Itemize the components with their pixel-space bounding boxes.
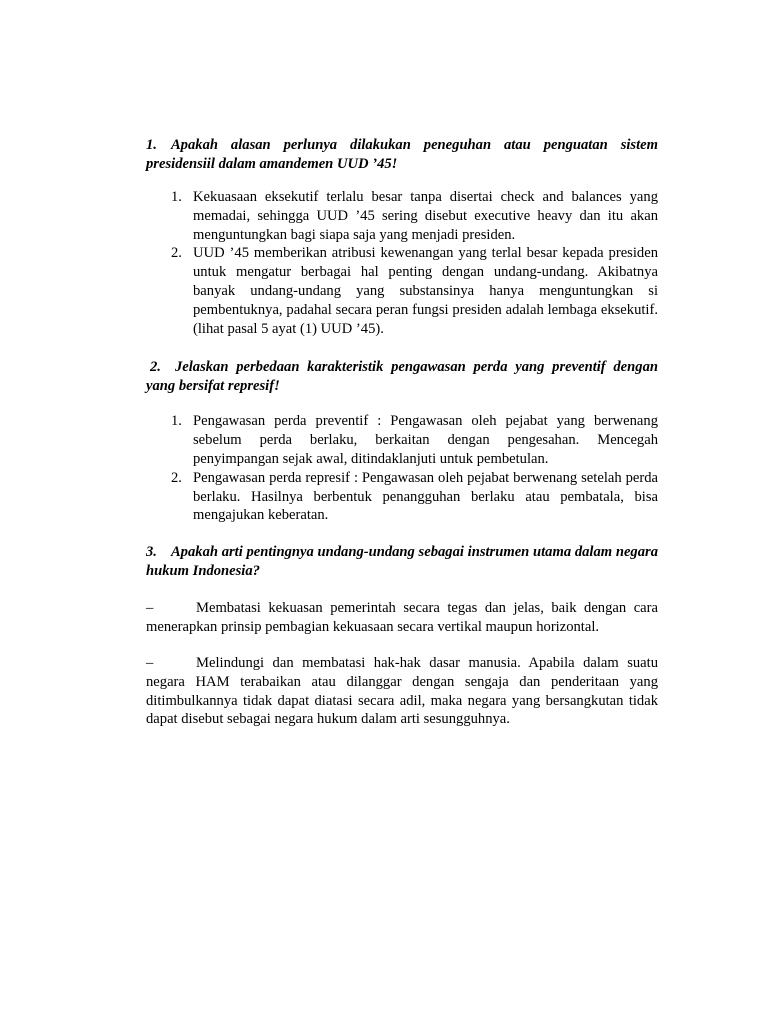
answer-paragraph-2: [146, 654, 658, 728]
list-marker: 2.: [171, 469, 182, 486]
list-marker: 2.: [171, 245, 182, 262]
question-2: [146, 358, 658, 396]
question-2-text: Jelaskan perbedaan karakteristik pengawasan perda yang preventif dengan yang bersifat represif!: [146, 359, 658, 395]
list-item: [171, 469, 658, 525]
dash-marker: –: [146, 600, 154, 617]
answer-paragraph-1: [146, 599, 658, 636]
list-item-text: Pengawasan perda represif : Pengawasan oleh pejabat berwenang setelah perda berlaku. Hasilnya berbentuk penangguhan berlaku atau pembatala, bisa mengajukan keberatan.: [193, 469, 658, 524]
list-item-text: Kekuasaan eksekutif terlalu besar tanpa disertai check and balances yang memadai, sehingga UUD ’45 sering disebut executive heavy dan itu akan menguntungkan bagi siapa saja yang menjadi presiden.: [193, 189, 658, 243]
dash-marker: –: [146, 655, 154, 672]
list-item-text: Pengawasan perda preventif : Pengawasan oleh pejabat yang berwenang sebelum perda berlaku, berkaitan dengan pengesahan. Mencegah penyimpangan sejak awal, ditindaklanjuti untuk pembetulan.: [193, 413, 658, 467]
paragraph-text: Melindungi dan membatasi hak-hak dasar manusia. Apabila dalam suatu negara HAM terabaikan atau dilanggar dengan sengaja dan penderitaan yang ditimbulkannya tidak dapat diatasi secara adil, maka negara yang bersangkutan tidak dapat disebut sebagai negara hukum dalam arti sesungguhnya.: [146, 655, 658, 728]
document-page: [146, 136, 658, 729]
answer-list-1: [146, 188, 658, 338]
question-3: [146, 543, 658, 581]
answer-list-2: [146, 412, 658, 525]
question-1: [146, 136, 658, 174]
list-item: [171, 412, 658, 468]
list-marker: 1.: [171, 189, 182, 205]
list-item: [171, 244, 658, 338]
paragraph-text: Membatasi kekuasan pemerintah secara tegas dan jelas, baik dengan cara menerapkan prinsip pembagian kekuasaan secara vertikal maupun horizontal.: [146, 600, 658, 635]
question-1-number: 1.: [146, 137, 157, 153]
list-marker: 1.: [171, 413, 182, 430]
list-item-text: UUD ’45 memberikan atribusi kewenangan yang terlal besar kepada presiden untuk mengatur berbagai hal penting dengan undang-undang. Akibatnya banyak undang-undang yang substansinya hanya menguntungkan si pembentuknya, padahal secara peran fungsi presiden adalah lembaga eksekutif. (lihat pasal 5 ayat (1) UUD ’45).: [193, 245, 658, 337]
question-2-number: 2.: [150, 359, 161, 376]
question-3-text: Apakah arti pentingnya undang-undang sebagai instrumen utama dalam negara hukum Indonesia?: [146, 544, 658, 580]
question-3-number: 3.: [146, 544, 157, 561]
question-1-text: Apakah alasan perlunya dilakukan peneguhan atau penguatan sistem presidensiil dalam amandemen UUD ’45!: [146, 137, 658, 172]
list-item: [171, 188, 658, 244]
